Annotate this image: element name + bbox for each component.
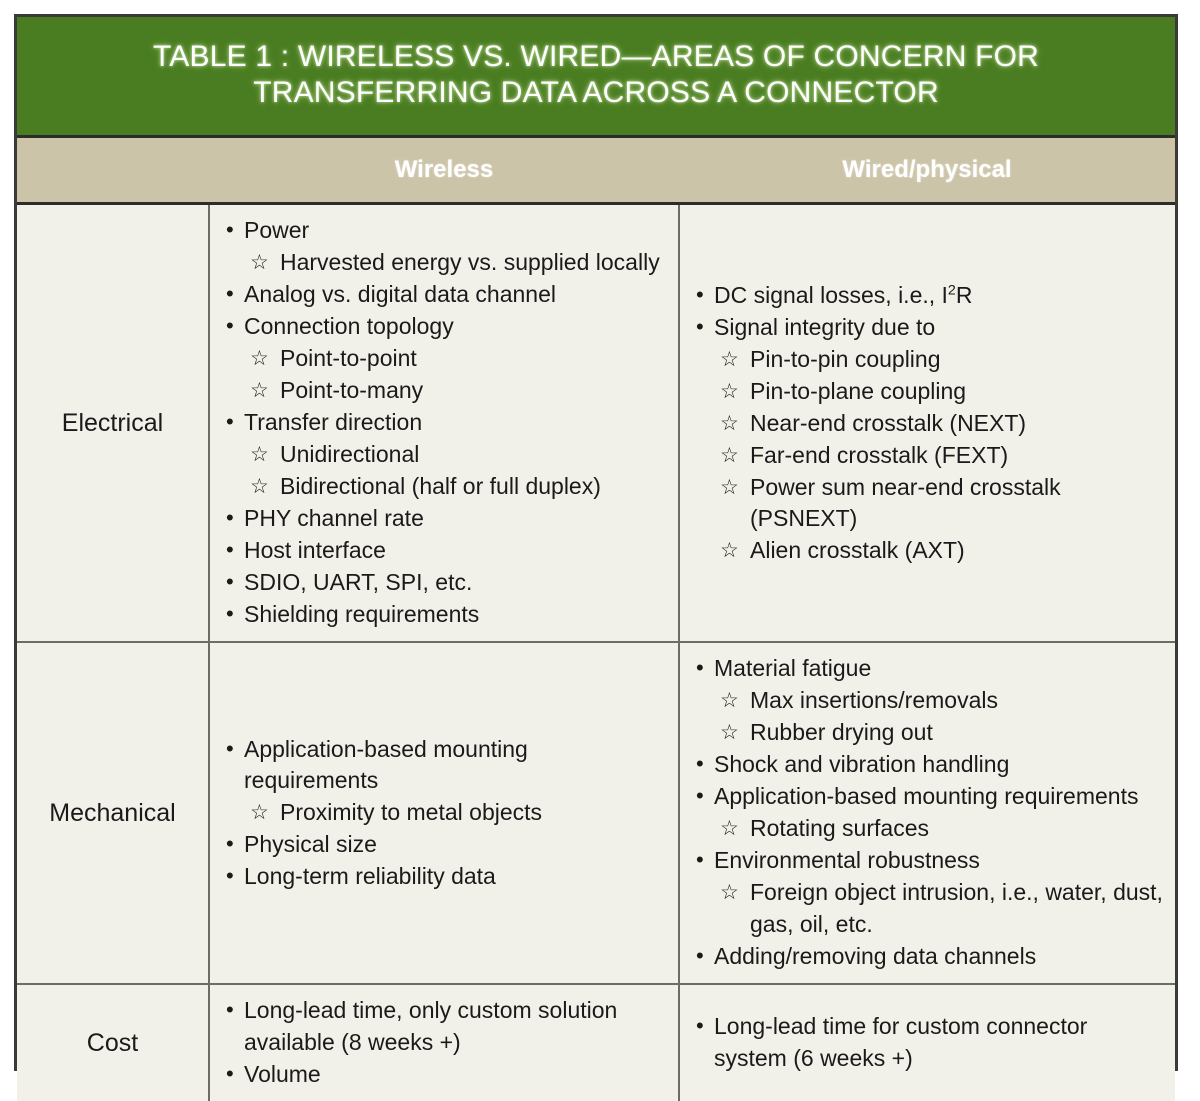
list-item	[694, 535, 1163, 566]
list-item-label: Adding/removing data channels	[714, 943, 1037, 969]
list-item-label: Application-based mounting requirements	[714, 783, 1139, 809]
column-header-wireless: Wireless	[209, 137, 679, 204]
list-item	[224, 567, 666, 598]
list-item-label: Rotating surfaces	[750, 815, 929, 841]
list-item	[694, 280, 1163, 311]
list-item-label: available (8 weeks +)	[244, 1029, 461, 1055]
cell-electrical-wired	[679, 204, 1175, 643]
list-item-label: Environmental robustness	[714, 847, 980, 873]
list-item	[694, 781, 1163, 812]
list-item-label: system (6 weeks +)	[714, 1045, 913, 1071]
bullet-list	[224, 734, 666, 892]
bullet-list	[224, 995, 666, 1090]
list-item-label: SDIO, UART, SPI, etc.	[244, 569, 473, 595]
list-item-label: DC signal losses, i.e., I	[714, 281, 948, 308]
list-item-label: Pin-to-plane coupling	[750, 377, 967, 404]
list-item-label: Material fatigue	[714, 655, 872, 681]
list-item-label: Long-lead time for custom connector	[714, 1013, 1088, 1039]
bullet-list	[694, 280, 1163, 566]
list-item-label: Point-to-point	[280, 345, 417, 371]
cell-mechanical-wireless	[209, 642, 679, 984]
bullet-list	[694, 653, 1163, 972]
list-item	[694, 909, 1163, 940]
list-item	[224, 311, 666, 342]
list-item-label: Unidirectional	[280, 441, 420, 467]
list-item-label: Transfer direction	[244, 409, 423, 435]
list-item	[224, 599, 666, 630]
list-item	[694, 472, 1163, 534]
list-item	[694, 440, 1163, 471]
list-item	[224, 343, 666, 374]
list-item-label: Physical size	[244, 830, 377, 857]
list-item-label-suffix: R	[955, 281, 973, 308]
superscript: 2	[947, 281, 956, 298]
table-title-row	[17, 17, 1175, 137]
list-item-label: Max insertions/removals	[750, 687, 998, 713]
list-item	[224, 407, 666, 438]
list-item-label: Signal integrity due to	[714, 313, 936, 340]
table-title-line-1: TABLE 1 : WIRELESS VS. WIRED—AREAS OF CONCERN FOR	[152, 40, 1040, 73]
list-item	[694, 408, 1163, 439]
list-item	[694, 1011, 1163, 1042]
list-item	[694, 685, 1163, 716]
list-item	[694, 717, 1163, 748]
list-item	[694, 845, 1163, 876]
list-item	[224, 375, 666, 406]
list-item	[224, 1059, 666, 1090]
list-item-label: Rubber drying out	[750, 719, 933, 745]
list-item-label: Point-to-many	[280, 377, 424, 403]
table-title	[17, 17, 1175, 137]
list-item	[224, 279, 666, 310]
table-row	[17, 204, 1175, 643]
list-item-label: Application-based mounting requirements	[244, 735, 528, 793]
list-item-label: Long-term reliability data	[244, 862, 496, 889]
list-item-label: PHY channel rate	[244, 505, 424, 531]
table-row	[17, 642, 1175, 984]
list-item	[224, 535, 666, 566]
comparison-table-container	[14, 14, 1178, 1087]
list-item	[694, 1043, 1163, 1074]
list-item	[224, 797, 666, 828]
list-item	[224, 995, 666, 1026]
column-header-wired: Wired/physical	[679, 137, 1175, 204]
list-item	[224, 471, 666, 502]
cell-electrical-wireless	[209, 204, 679, 643]
list-item-label: Far-end crosstalk (FEXT)	[750, 441, 1009, 468]
list-item	[694, 653, 1163, 684]
list-item-label: Host interface	[244, 537, 386, 563]
row-label-mechanical: Mechanical	[17, 642, 209, 984]
list-item	[224, 215, 666, 246]
list-item	[224, 829, 666, 860]
list-item-label: Power	[244, 217, 310, 243]
table-title-line-2: TRANSFERRING DATA ACROSS A CONNECTOR	[253, 76, 939, 109]
list-item-label: Near-end crosstalk (NEXT)	[750, 409, 1027, 436]
list-item	[694, 941, 1163, 972]
list-item	[694, 312, 1163, 343]
cell-cost-wireless	[209, 984, 679, 1101]
list-item-label: Connection topology	[244, 313, 454, 339]
table-row	[17, 984, 1175, 1101]
list-item	[224, 734, 666, 796]
list-item-label: gas, oil, etc.	[750, 911, 873, 937]
cell-mechanical-wired	[679, 642, 1175, 984]
list-item	[224, 247, 666, 278]
list-item	[224, 503, 666, 534]
list-item	[694, 813, 1163, 844]
list-item	[694, 376, 1163, 407]
list-item-label: Shock and vibration handling	[714, 751, 1010, 777]
list-item	[694, 344, 1163, 375]
comparison-table	[17, 17, 1175, 1101]
bullet-list	[694, 1011, 1163, 1074]
list-item-label: Pin-to-pin coupling	[750, 345, 941, 372]
list-item-label: Long-lead time, only custom solution	[244, 997, 618, 1023]
list-item	[694, 877, 1163, 908]
row-label-electrical: Electrical	[17, 204, 209, 643]
list-item-label: Alien crosstalk (AXT)	[750, 536, 965, 563]
list-item-label: Power sum near-end crosstalk (PSNEXT)	[750, 473, 1061, 531]
row-label-cost: Cost	[17, 984, 209, 1101]
list-item-label: Volume	[244, 1061, 321, 1087]
list-item-label: Analog vs. digital data channel	[244, 281, 556, 307]
list-item-label: Proximity to metal objects	[280, 798, 543, 825]
list-item-label: Shielding requirements	[244, 601, 480, 627]
list-item-label: Harvested energy vs. supplied locally	[280, 249, 660, 275]
list-item	[224, 1027, 666, 1058]
column-header-row	[17, 137, 1175, 204]
list-item	[694, 749, 1163, 780]
bullet-list	[224, 215, 666, 630]
list-item-label: Foreign object intrusion, i.e., water, dust,	[750, 879, 1163, 905]
list-item	[224, 861, 666, 892]
list-item	[224, 439, 666, 470]
list-item-label: Bidirectional (half or full duplex)	[280, 473, 601, 499]
column-header-label	[17, 137, 209, 204]
cell-cost-wired	[679, 984, 1175, 1101]
